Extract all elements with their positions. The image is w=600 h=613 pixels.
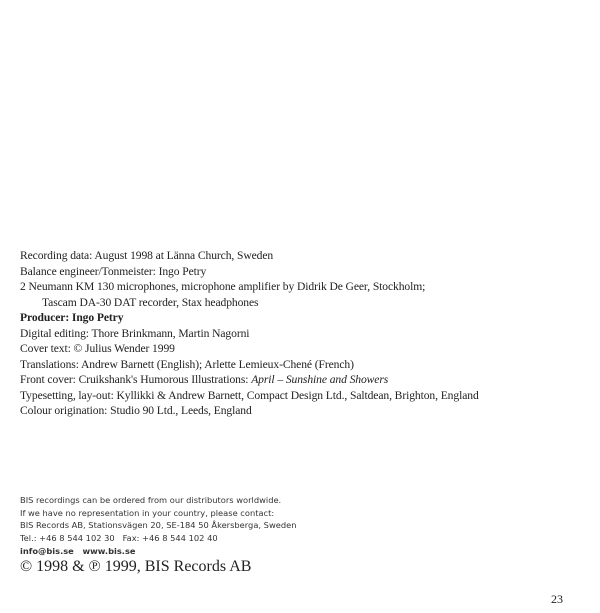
digital-editing: Digital editing: Thore Brinkmann, Martin Nagorni <box>20 326 250 340</box>
front-cover-label: Front cover: Cruikshank's Humorous Illustrations: <box>20 373 252 386</box>
front-cover <box>20 372 479 388</box>
front-cover-title: April – Sunshine and Showers <box>251 373 389 386</box>
contact-address: BIS Records AB, Stationsvägen 20, SE-184 50 Åkersberga, Sweden <box>20 520 297 531</box>
credits-block <box>20 248 479 419</box>
cover-text: Cover text: © Julius Wender 1999 <box>20 342 175 355</box>
website-link[interactable]: www.bis.se <box>82 545 136 556</box>
producer: Producer: Ingo Petry <box>20 311 124 324</box>
email-link[interactable]: info@bis.se <box>20 545 74 556</box>
translations: Translations: Andrew Barnett (English); Arlette Lemieux-Chené (French) <box>20 357 354 371</box>
copyright: © 1998 & ℗ 1999, BIS Records AB <box>20 558 252 575</box>
page-number: 23 <box>551 592 563 606</box>
recording-data: Recording data: August 1998 at Länna Church, Sweden <box>20 249 274 262</box>
contact-line-2: If we have no representation in your country, please contact: <box>20 507 275 518</box>
contact-phone-fax: Tel.: +46 8 544 102 30 Fax: +46 8 544 102 40 <box>20 533 218 544</box>
colour-origination: Colour origination: Studio 90 Ltd., Leeds, England <box>20 404 252 417</box>
contact-block <box>20 494 296 558</box>
typesetting: Typesetting, lay-out: Kyllikki & Andrew Barnett, Compact Design Ltd., Saltdean, Brighton, England <box>20 388 479 402</box>
equipment-line-2: Tascam DA-30 DAT recorder, Stax headphones <box>42 295 259 309</box>
balance-engineer: Balance engineer/Tonmeister: Ingo Petry <box>20 264 207 278</box>
contact-line-1: BIS recordings can be ordered from our distributors worldwide. <box>20 495 282 505</box>
equipment-line-1: 2 Neumann KM 130 microphones, microphone amplifier by Didrik De Geer, Stockholm; <box>20 280 426 293</box>
